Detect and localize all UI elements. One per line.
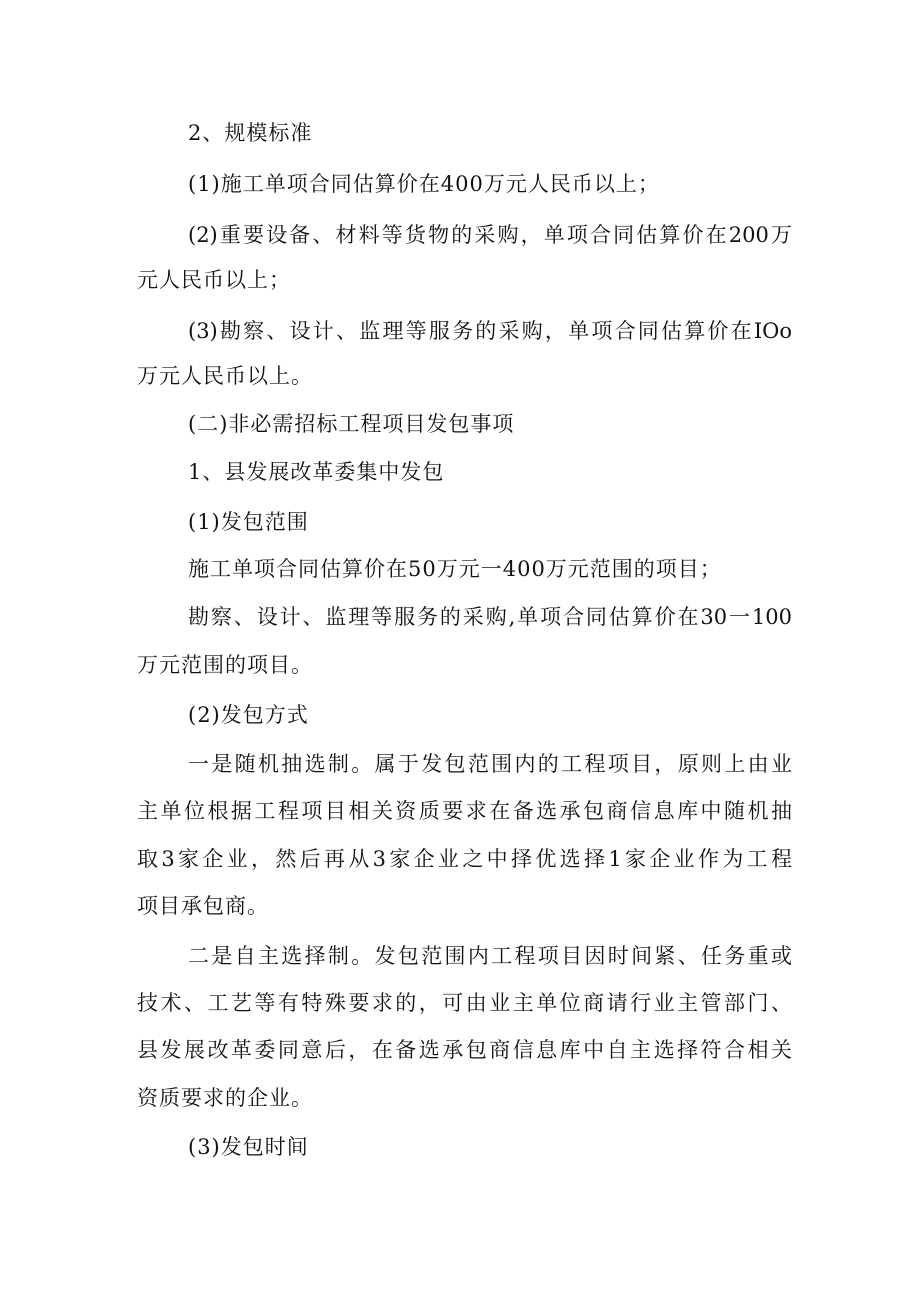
- random-selection-line-2: 主单位根据工程项目相关资质要求在备选承包商信息库中随机抽: [137, 799, 792, 823]
- self-selection-line-1: 二是自主选择制。发包范围内工程项目因时间紧、任务重或: [188, 944, 792, 968]
- scale-item-2-line-2: 元人民币以上；: [137, 268, 291, 292]
- scope-service-paragraph-line-1: 勘察、设计、监理等服务的采购,单项合同估算价在30一100: [188, 605, 792, 629]
- random-selection-line-3: 取3家企业，然后再从3家企业之中择优选择1家企业作为工程: [137, 847, 792, 871]
- section-heading-scale-standard: 2、规模标准: [188, 121, 313, 145]
- section-heading-non-tender: (二)非必需招标工程项目发包事项: [188, 412, 515, 436]
- random-selection-line-4: 项目承包商。: [137, 894, 269, 918]
- scale-item-3-line-2: 万元人民币以上。: [137, 364, 313, 388]
- scope-construction-paragraph: 施工单项合同估算价在50万元一400万元范围的项目；: [188, 557, 722, 581]
- self-selection-line-2: 技术、工艺等有特殊要求的，可由业主单位商请行业主管部门、: [137, 991, 792, 1015]
- self-selection-line-4: 资质要求的企业。: [137, 1086, 313, 1110]
- random-selection-line-1: 一是随机抽选制。属于发包范围内的工程项目，原则上由业: [188, 752, 792, 776]
- scale-item-1: (1)施工单项合同估算价在400万元人民币以上；: [188, 172, 660, 196]
- subsection-heading-central-contracting: 1、县发展改革委集中发包: [188, 460, 445, 484]
- contracting-method-heading: (2)发包方式: [188, 703, 309, 727]
- scope-service-paragraph-line-2: 万元范围的项目。: [137, 653, 313, 677]
- scale-item-2-line-1: (2)重要设备、材料等货物的采购，单项合同估算价在200万: [188, 223, 792, 247]
- contracting-time-heading: (3)发包时间: [188, 1135, 309, 1159]
- scale-item-3-line-1: (3)勘察、设计、监理等服务的采购，单项合同估算价在IOo: [188, 319, 792, 343]
- self-selection-line-3: 县发展改革委同意后，在备选承包商信息库中自主选择符合相关: [137, 1038, 792, 1062]
- contracting-scope-heading: (1)发包范围: [188, 510, 309, 534]
